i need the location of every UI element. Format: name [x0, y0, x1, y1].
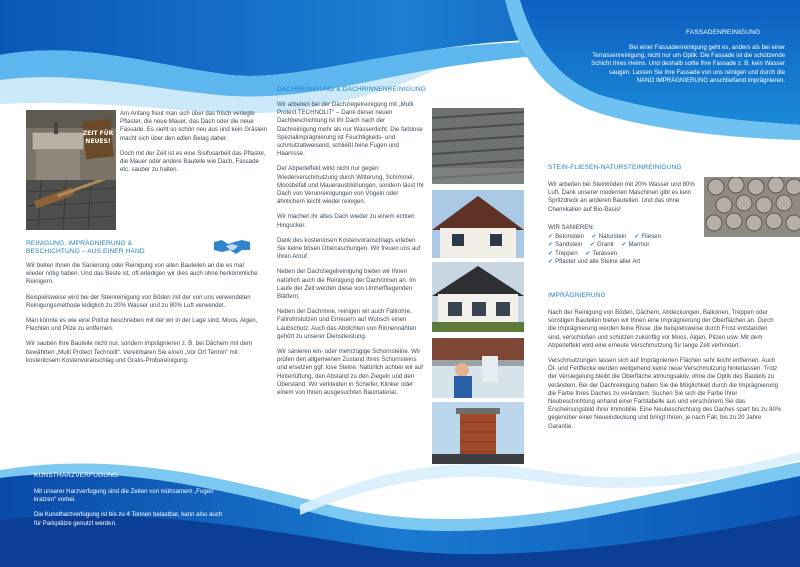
list-item: Sandstein — [555, 241, 583, 249]
fassade-text: Bei einer Fassadenreinigung geht es, anders als bei einer Terrassenreinigung, nicht nur um Optik. Die Fassade ist die schützende Schicht Ihres Heims. Und deshalb sollte Ihre Fassade z. B. kein Wasser saugen. Lassen Sie Ihre Fassade von uns reinigen und durch die NANO IMPRÄGNIERUNG anschließend imprägnieren. — [591, 44, 785, 84]
list-item: Terassen — [592, 249, 618, 257]
photo-dark-roof-house — [432, 262, 524, 332]
photo-chimney — [432, 402, 524, 464]
stein-title: STEIN-FLIESEN-NATURSTEINREINIGUNG — [548, 164, 682, 171]
impraeg-text — [548, 309, 782, 438]
fassade-title: FASSADENREINIGUNG — [686, 29, 761, 36]
dach-p5: Neben der Dachziegelreinigung bieten wir Ihnen natürlich auch die Reinigung der Dachrinnen an. Im Laufe der Zeit werden diese von Umherfliegenden Blättern, — [277, 268, 416, 301]
list-item: Fliesen — [641, 233, 661, 241]
intro-text — [120, 110, 270, 181]
list-item: Pflaster und alle Steine aller Art — [555, 257, 641, 265]
dach-p4: Dank des kostenlosen Kostenvoranschlags erleben Sie keine bösen Überraschungen. Wir freuen uns auf Ihren Anruf. — [277, 236, 421, 261]
checkmark-icon: ✔ — [548, 257, 554, 265]
dach-p2: Der Abperleffekt wirkt nicht nur gegen Wiederverschmutzung durch Witterung, Schimmel, Moosbefall und Mauerausblühungen, sondern lässt Ihr Dach von Verunreinigungen von Vögeln oder ähnlichem leicht wieder reinigen. — [277, 165, 425, 206]
impraeg-p1: Nach der Reinigung von Böden, Dächern, Abdeckungen, Balkonen, Treppen oder sonstigen Bauteilen bieten wir Ihnen eine Imprägnierung der Oberflächen an. Durch die Imprägnierung werden feine Risse ,die beispielsweise durch Frost entstanden sind, verschloßen und schützen zukünftig vor Moos, Algen, Pilzen usw. Mit dem Abperleffekt wird eine erneute Verschmutzung für lange Zeit verhindert. — [548, 309, 774, 349]
impraeg-p2: Verschmutzungen lassen sich auf Imprägnierten Flächen sehr leicht entfernen. Auch Öl- und Fettflecke werden weitgehend keine neue Verschmutzung hinterlassen. Trotz der Versiegelung bleibt die Oberfläche atmungsaktiv, ohne die Optik des Bauteils zu verändern. Bei der Dachreinigung haben Sie die Möglichkeit durch die Imprägnierung die Farbe Ihres Daches zu verändern. Suchen Sie sich die Farbe Ihrer Neubeschichtung anhand einer Farbtabelle aus und verschönern Sie das Erscheinungsbild Ihrer Immobilie. Eine Neubeschichtung des Daches spart bis zu 80% gegenüber einer Neueindeckung und bringt Ihnen, je nach Fall, bis zu 20 Jahre Garantie. — [548, 357, 782, 430]
list-item: Betonstein — [555, 233, 584, 241]
sign-text-2: NEUES! — [85, 138, 111, 145]
list-row-1 — [548, 233, 728, 241]
stein-text: Wir arbeiten bei Steinböden mit 20% Wasser und 80% Luft. Dank unserer modernen Maschinen gibt es kein Spritzdreck an anderen Bauteilen. Und das ohne Chemikalien auf Bio-Basis! — [548, 181, 695, 213]
intro-p2: Doch mit der Zeit ist es eine Sisifusarbeit das Pflaster, die Mauer oder andere Bauteile wie Dach, Fassade etc. sauber zu halten. — [120, 149, 266, 174]
checkmark-icon: ✔ — [591, 233, 597, 241]
kunstharz-title: KUNSTHARZVERFUGUNG — [34, 472, 119, 479]
impraeg-title: IMPRÄGNIERUNG — [548, 292, 606, 299]
checkmark-icon: ✔ — [548, 233, 554, 241]
dach-title: DACHREINIGUNG & DACHRINNENREINIGUNG — [277, 86, 426, 93]
kunstharz-p2: Die Kunstharzverfugung ist bis zu 4 Tonnen belastbar, kann also auch für Parkplätze genutzt werden. — [34, 511, 223, 527]
handshake-icon — [212, 236, 252, 261]
checkmark-icon: ✔ — [621, 241, 627, 249]
checkmark-icon: ✔ — [634, 233, 640, 241]
reinigung-p3: Man könnte es wie eine Politur beschreiben mit der wir in der Lage sind, Moos, Algen, Flechten und Pilze zu entfernen. — [26, 317, 258, 333]
dach-text — [277, 101, 425, 404]
photo-house-roof — [432, 190, 524, 258]
list-item: Granit — [597, 241, 614, 249]
reinigung-p2: Beispielsweise wird bei der Steinreinigung von Böden mit der von uns verwendeten Reinigungsmethode lediglich zu 20% Wasser und zu 80% Luft verwendet. — [26, 293, 251, 309]
checkmark-icon: ✔ — [548, 249, 554, 257]
list-item: Marmor — [628, 241, 650, 249]
dach-p7: Wir sanieren ein- oder mehrzügige Schornsteine. Wir prüfen den allgemeinen Zustand Ihres Schornsteins und ersetzen ggf. lose Steine. Natürlich achten wir auf Hinterlüftung, den Abstand zu den Ziegeln und den Überstand. Wir verkleiden in Schiefer, Klinker oder einem von Ihnen ausgesuchten Baumaterial. — [277, 348, 423, 397]
checkmark-icon: ✔ — [548, 241, 554, 249]
dach-p6: Neben der Dachrinne, reinigen wir auch Fallrohre, Fallrohrstutzen und Erneuern auf Wunsch einen Laubschutz. Auch das Abdichten von Rinnennähten gehört zu unserer Dienstleistung. — [277, 308, 417, 340]
dach-p1: Wir arbeiten bei der Dachziegelreinigung mit „Multi Protect TECHNOLIT“ – Dank dieser neuen Dachbeschichtung ist Ihr Dach nach der Dachreinigung mehr als nur Wasserdicht. Die farblose Spezialimprägnierung ist Feuchtigkeits- und schmutzabweisend, schließt feine Fugen und Haarrisse. — [277, 101, 423, 158]
list-row-4 — [548, 258, 728, 266]
kunstharz-p1: Mit unserer Harzverfugung sind die Zeiten von mühsamem „Fugen kratzen“ vorbei. — [34, 488, 214, 504]
sign-text-1: ZEIT FÜR — [82, 130, 114, 137]
photo-broom-pavement — [26, 180, 116, 230]
list-row-3 — [548, 250, 728, 258]
photo-old-sink — [26, 110, 116, 180]
checkmark-icon: ✔ — [589, 241, 596, 249]
reinigung-p4: Wir sauben Ihre Bauteile nicht nur, sondern imprägnieren z. B. bei Dächern mit dem bewährten „Multi Protect Technolit“. Vereinbaren Sie einen „Vor Ort Termin“ mit kostenlosem Kostenvoranschlag und Gratis-Probereinigung. — [26, 340, 252, 364]
intro-p1: Am Anfang freut man sich über das frisch verlegte Pflaster, die neue Mauer, das Dach oder die neue Fassade. Es sieht so schön neu aus und kein Gräslein macht sich über den edlen Belag daher. — [120, 110, 268, 142]
photo-roof-tiles — [432, 108, 524, 184]
stein-list-title: WIR SANIEREN: — [548, 224, 595, 231]
reinigung-title: REINIGUNG, IMPRÄGNIERUNG & BESCHICHTUNG – AUS EINER HAND — [26, 240, 145, 256]
list-item: Treppen — [555, 249, 578, 257]
list-row-2 — [548, 241, 728, 249]
photo-gutter-cleaning — [432, 338, 524, 398]
kunstharz-text — [34, 488, 224, 535]
checkmark-icon: ✔ — [585, 249, 591, 257]
reinigung-text — [26, 262, 260, 372]
reinigung-p1: Wir bieten Ihnen die Sanierung oder Reinigung von allen Bauteilen an die es mal wieder nötig haben. Und das Beste ist, oft erledigen wir dies auch ohne herkömmliche Reinigern. — [26, 262, 258, 286]
dach-p3: Wir machen ihr altes Dach wieder zu einem echten Hingucker. — [277, 213, 415, 229]
stein-list — [548, 224, 728, 266]
list-item: Naturstein — [598, 233, 627, 241]
